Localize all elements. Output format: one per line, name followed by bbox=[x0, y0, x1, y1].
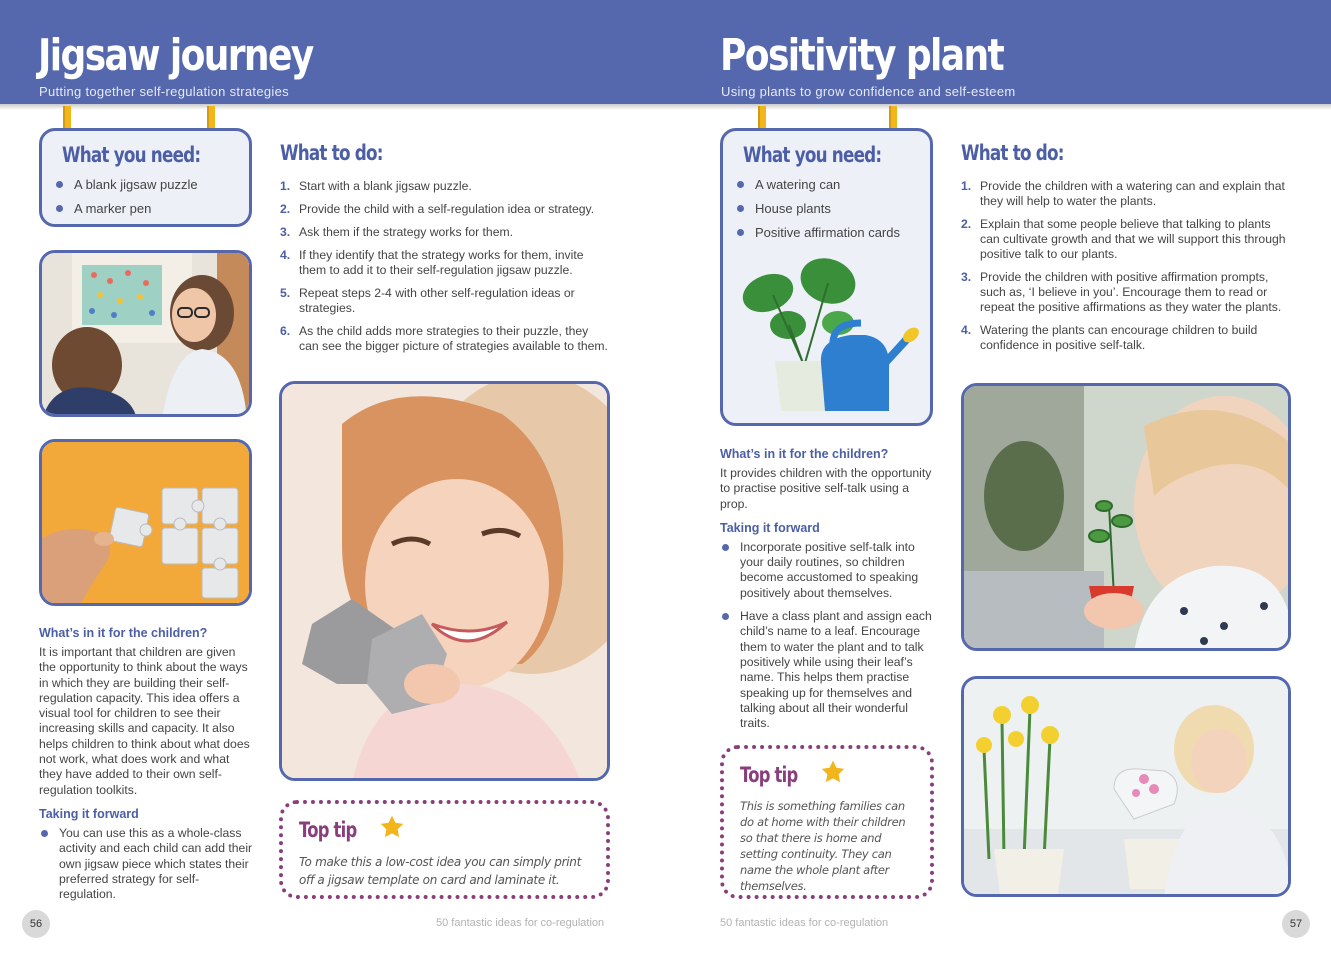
todo-step: 5. Repeat steps 2-4 with other self-regulation ideas or strategies. bbox=[280, 286, 575, 315]
need-item: A marker pen bbox=[42, 201, 239, 216]
right-page-title: Positivity plant bbox=[720, 30, 1004, 81]
todo-step: 6. As the child adds more strategies to their puzzle, they can see the bigger picture of strategies available to them. bbox=[280, 324, 608, 353]
page-number-left: 56 bbox=[22, 910, 50, 938]
todo-step: 3. Provide the children with positive affirmation prompts, such as, ‘I believe in you’. Encourage them to read or repeat the positive affirmations as they water the plants. bbox=[961, 270, 1282, 314]
left-tip-text: To make this a low-cost idea you can simply print off a jigsaw template on card and laminate it. bbox=[299, 855, 581, 887]
page-header-band bbox=[0, 0, 1331, 104]
page-number-right: 57 bbox=[1282, 910, 1310, 938]
left-todo-section bbox=[280, 141, 610, 362]
left-tip-title: Top tip bbox=[299, 817, 357, 842]
todo-step: 2. Explain that some people believe that talking to plants can cultivate growth and that we will support this through positive talk to our plants. bbox=[961, 217, 1286, 261]
toddler-plant-photo bbox=[961, 383, 1291, 651]
girl-jigsaw-photo bbox=[279, 381, 610, 781]
right-todo-section bbox=[961, 141, 1291, 361]
need-item: A watering can bbox=[723, 177, 920, 192]
need-item: A blank jigsaw puzzle bbox=[42, 177, 239, 192]
forward-item: Have a class plant and assign each child’s name to a leaf. Encourage them to water the plant and to talk positively while using their leaf’s name. This helps them practise speaking up for themselves and talking about all their wonderful traits. bbox=[720, 609, 935, 731]
right-page-subtitle: Using plants to grow confidence and self-esteem bbox=[721, 84, 1016, 99]
teacher-child-photo bbox=[39, 250, 252, 417]
todo-step: 1. Start with a blank jigsaw puzzle. bbox=[280, 179, 472, 193]
right-children-section bbox=[720, 447, 935, 739]
right-children-text: It provides children with the opportunity to practise positive self-talk using a prop. bbox=[720, 466, 932, 511]
forward-item: You can use this as a whole-class activity and each child can add their own jigsaw piece which states their preferred strategy for self-regulation. bbox=[39, 826, 254, 902]
left-todo-heading: What to do: bbox=[280, 141, 383, 165]
right-top-tip-box bbox=[720, 745, 934, 899]
todo-step: 4. Watering the plants can encourage children to build confidence in positive self-talk. bbox=[961, 323, 1258, 352]
right-children-heading: What’s in it for the children? bbox=[720, 447, 889, 461]
card-hanger bbox=[63, 106, 71, 130]
right-tip-text: This is something families can do at home with their children so that there is home and setting continuity. They can name the whole plant after themselves. bbox=[740, 799, 906, 893]
left-children-section bbox=[39, 626, 254, 910]
left-children-heading: What’s in it for the children? bbox=[39, 626, 208, 640]
forward-item: Incorporate positive self-talk into your daily routines, so children become accustomed to speaking positively about themselves. bbox=[720, 540, 935, 601]
child-watering-daffodils-photo bbox=[961, 676, 1291, 897]
right-tip-title: Top tip bbox=[740, 762, 798, 787]
star-icon bbox=[379, 814, 405, 845]
card-hanger bbox=[889, 106, 897, 130]
left-page-subtitle: Putting together self-regulation strategies bbox=[39, 84, 289, 99]
left-footer-text: 50 fantastic ideas for co-regulation bbox=[436, 917, 605, 929]
right-need-card bbox=[720, 128, 933, 426]
todo-step: 2. Provide the child with a self-regulation idea or strategy. bbox=[280, 202, 595, 216]
left-need-heading: What you need: bbox=[62, 143, 201, 167]
star-icon bbox=[820, 759, 846, 790]
card-hanger bbox=[758, 106, 766, 130]
left-forward-heading: Taking it forward bbox=[39, 806, 139, 821]
need-item: Positive affirmation cards bbox=[723, 225, 920, 240]
right-forward-heading: Taking it forward bbox=[720, 520, 820, 535]
right-need-heading: What you need: bbox=[743, 143, 882, 167]
right-todo-heading: What to do: bbox=[961, 141, 1064, 165]
left-page-title: Jigsaw journey bbox=[38, 30, 313, 81]
card-hanger bbox=[207, 106, 215, 130]
left-top-tip-box bbox=[279, 800, 610, 899]
todo-step: 3. Ask them if the strategy works for them. bbox=[280, 225, 514, 239]
jigsaw-pieces-photo bbox=[39, 439, 252, 606]
todo-step: 4. If they identify that the strategy works for them, invite them to add it to their self-regulation jigsaw puzzle. bbox=[280, 248, 584, 277]
left-children-text: It is important that children are given the opportunity to think about the ways in which they are building their self-regulation capacity. This idea offers a visual tool for children to see their increasing skills and capacity. It also helps children to think about what does not work, what does work and what they have added to their own self-regulation toolkits. bbox=[39, 645, 250, 797]
need-item: House plants bbox=[723, 201, 920, 216]
right-footer-text: 50 fantastic ideas for co-regulation bbox=[720, 917, 889, 929]
left-need-card bbox=[39, 128, 252, 227]
watering-can-plant-illustration bbox=[733, 243, 923, 418]
todo-step: 1. Provide the children with a watering can and explain that they will help to water the plants. bbox=[961, 179, 1285, 208]
